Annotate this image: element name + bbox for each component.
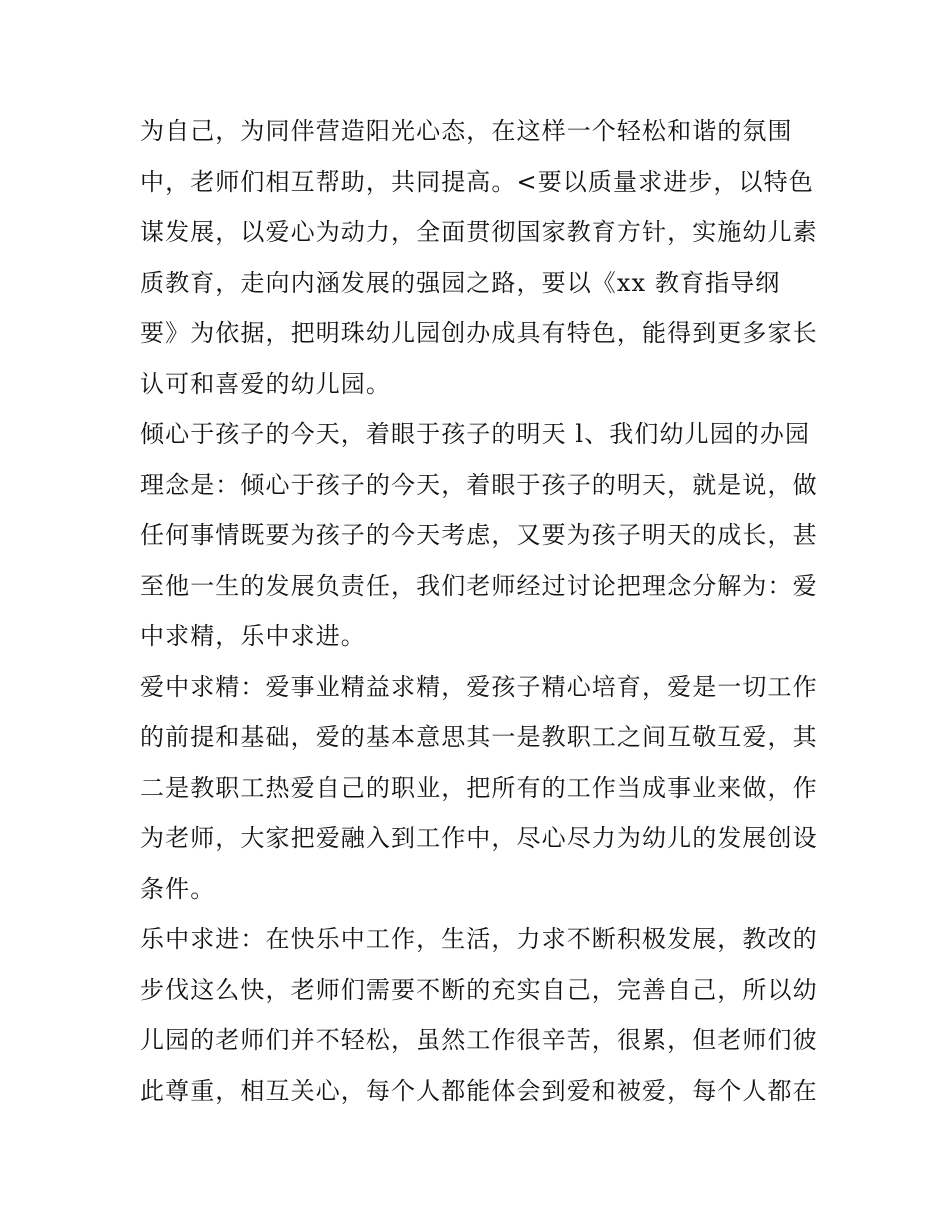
text-line: 质教育，走向内涵发展的强园之路，要以《xx 教育指导纲 (140, 268, 781, 297)
text-line: 中求精，乐中求进。 (140, 622, 366, 650)
text-line: 至他一生的发展负责任，我们老师经过讨论把理念分解为：爱 (140, 571, 818, 600)
paragraph-4 (140, 914, 818, 1116)
text-line: 的前提和基础，爱的基本意思其一是教职工之间互敬互爱，其 (140, 723, 818, 751)
text-line: 步伐这么快，老师们需要不断的充实自己，完善自己，所以幼 (140, 975, 818, 1004)
text-line: 为自己，为同伴营造阳光心态，在这样一个轻松和谐的氛围 (140, 117, 793, 145)
text-line: 谋发展，以爱心为动力，全面贯彻国家教育方针，实施幼儿素 (140, 218, 818, 246)
text-line: 要》为依据，把明珠幼儿园创办成具有特色，能得到更多家长 (140, 319, 818, 347)
paragraph-3 (140, 662, 818, 915)
text-line: 爱中求精：爱事业精益求精，爱孩子精心培育，爱是一切工作 (140, 672, 818, 701)
text-line: 理念是：倾心于孩子的今天，着眼于孩子的明天，就是说，做 (140, 470, 818, 499)
text-line: 二是教职工热爱自己的职业，把所有的工作当成事业来做，作 (140, 773, 818, 802)
text-line: 儿园的老师们并不轻松，虽然工作很辛苦，很累，但老师们彼 (140, 1026, 818, 1054)
text-line: 倾心于孩子的今天，着眼于孩子的明天 l、我们幼儿园的办园 (140, 420, 811, 448)
paragraph-2 (140, 409, 818, 662)
paragraph-1 (140, 106, 818, 409)
text-line: 认可和喜爱的幼儿园。 (140, 369, 391, 398)
text-line: 此尊重，相互关心，每个人都能体会到爱和被爱，每个人都在 (140, 1076, 818, 1105)
text-line: 为老师，大家把爱融入到工作中，尽心尽力为幼儿的发展创设 (140, 824, 818, 852)
text-line: 条件。 (140, 874, 216, 903)
document-body (140, 106, 818, 1116)
text-line: 中，老师们相互帮助，共同提高。<要以质量求进步，以特色 (140, 167, 814, 196)
text-line: 任何事情既要为孩子的今天考虑，又要为孩子明天的成长，甚 (140, 521, 818, 549)
text-line: 乐中求进：在快乐中工作，生活，力求不断积极发展，教改的 (140, 925, 818, 953)
